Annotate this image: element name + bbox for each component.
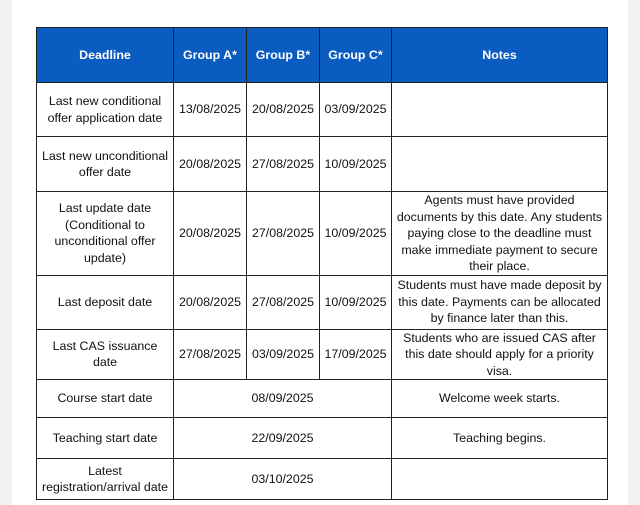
- header-group-c: Group C*: [320, 28, 392, 83]
- notes-cell: Teaching begins.: [392, 418, 608, 459]
- deadline-cell: Last CAS issuance date: [37, 329, 174, 380]
- group-a-cell: 13/08/2025: [174, 83, 247, 137]
- notes-cell: [392, 83, 608, 137]
- group-a-cell: 20/08/2025: [174, 192, 247, 276]
- group-c-cell: 17/09/2025: [320, 329, 392, 380]
- group-b-cell: 27/08/2025: [247, 137, 320, 192]
- table-row: [37, 275, 608, 329]
- deadline-cell: Teaching start date: [37, 418, 174, 459]
- header-group-a: Group A*: [174, 28, 247, 83]
- deadline-cell: Last new conditional offer application date: [37, 83, 174, 137]
- all-groups-date-cell: 22/09/2025: [174, 418, 392, 459]
- group-b-cell: 27/08/2025: [247, 192, 320, 276]
- group-c-cell: 03/09/2025: [320, 83, 392, 137]
- group-a-cell: 20/08/2025: [174, 275, 247, 329]
- deadline-cell: Latest registration/arrival date: [37, 459, 174, 500]
- table-row: [37, 83, 608, 137]
- deadlines-table: [36, 27, 608, 500]
- all-groups-date-cell: 08/09/2025: [174, 380, 392, 418]
- table-row: [37, 192, 608, 276]
- notes-cell: [392, 137, 608, 192]
- table-row: [37, 137, 608, 192]
- header-deadline: Deadline: [37, 28, 174, 83]
- table-row: [37, 418, 608, 459]
- notes-cell: Students who are issued CAS after this date should apply for a priority visa.: [392, 329, 608, 380]
- notes-cell: Agents must have provided documents by this date. Any students paying close to the deadline must make immediate payment to secure their place.: [392, 192, 608, 276]
- header-notes: Notes: [392, 28, 608, 83]
- deadline-cell: Course start date: [37, 380, 174, 418]
- table-row: [37, 459, 608, 500]
- table-header-row: [37, 28, 608, 83]
- deadline-cell: Last update date (Conditional to unconditional offer update): [37, 192, 174, 276]
- all-groups-date-cell: 03/10/2025: [174, 459, 392, 500]
- notes-cell: [392, 459, 608, 500]
- group-a-cell: 27/08/2025: [174, 329, 247, 380]
- group-c-cell: 10/09/2025: [320, 192, 392, 276]
- group-c-cell: 10/09/2025: [320, 275, 392, 329]
- notes-cell: Students must have made deposit by this date. Payments can be allocated by finance later than this.: [392, 275, 608, 329]
- group-b-cell: 27/08/2025: [247, 275, 320, 329]
- deadline-cell: Last new unconditional offer date: [37, 137, 174, 192]
- table-row: [37, 380, 608, 418]
- notes-cell: Welcome week starts.: [392, 380, 608, 418]
- group-c-cell: 10/09/2025: [320, 137, 392, 192]
- group-a-cell: 20/08/2025: [174, 137, 247, 192]
- group-b-cell: 20/08/2025: [247, 83, 320, 137]
- group-b-cell: 03/09/2025: [247, 329, 320, 380]
- table-row: [37, 329, 608, 380]
- deadline-cell: Last deposit date: [37, 275, 174, 329]
- header-group-b: Group B*: [247, 28, 320, 83]
